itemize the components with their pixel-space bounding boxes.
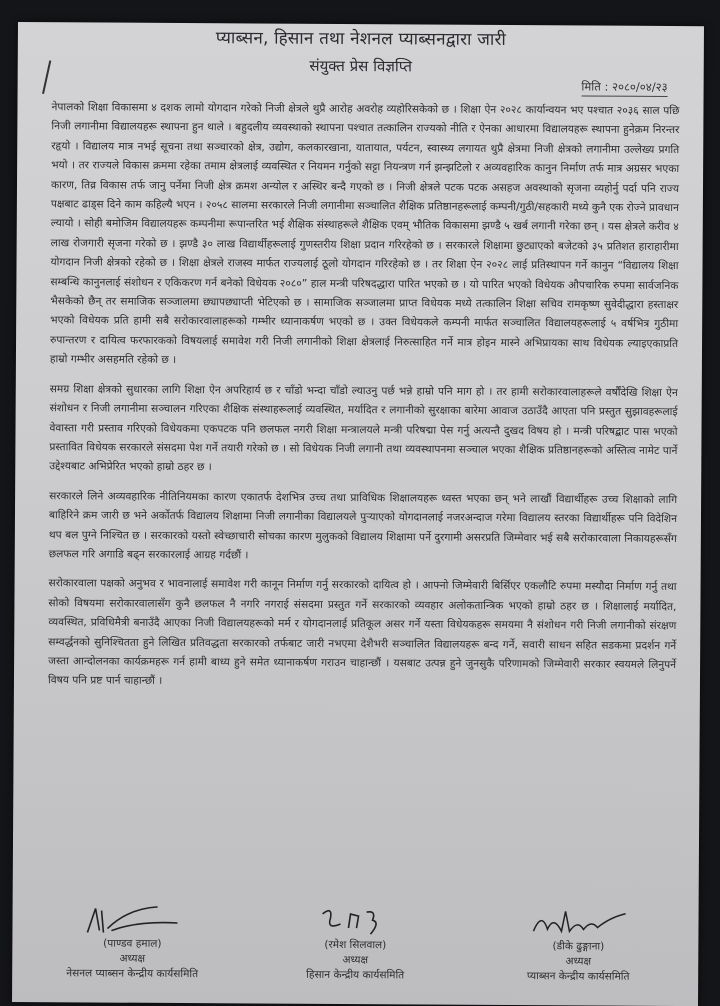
signatory-3 [478,905,679,996]
signatory-name: (रमेश सिलवाल) [324,938,387,952]
signature-block [32,902,679,996]
signatory-role: अध्यक्ष [342,953,369,967]
document-body [48,98,680,705]
paragraph-3: सरकारले लिने अव्यवहारिक नीतिनियमका कारण एकातर्फ देशभित्र उच्च तथा प्राविधिक शिक्षालयहरू ध्वस्त भएका छन् भने लाखौं विद्यार्थीहरू उच्च शिक्षाको लागि बाहिरिने क्रम जारी छ भने अर्कोतर्फ विद्यालय शिक्षामा निजी लगानीका विद्यालयले पुऱ्याएको योगदानलाई नजरअन्दाज गरेमा विद्यालय स्तरका विद्यार्थीहरू पनि विदेशिन थप बल पुग्ने निश्चित छ । सरकारको यस्तो स्वेच्छाचारी सोचका कारण मुलुकको विद्यालय शिक्षामा पर्ने दुरगामी असरप्रति जिम्मेवार भई सबै सरोकारवाला निकायहरूसँग छलफल गरि अगाडि बढ्न सरकारलाई आग्रह गर्दछौं । [48,489,678,562]
signatory-2 [255,903,456,994]
signature-icon [513,905,643,940]
paragraph-1: नेपालको शिक्षा विकासमा ४ दशक लामो योगदान गरेको निजी क्षेत्रले थुप्रै आरोह अवरोह व्यहोरिसकेको छ । शिक्षा ऐन २०२८ कार्यान्वयन भए पश्चात २०३६ साल पछि निजी लगानीमा विद्यालयहरू स्थापना हुन थाले । बहुदलीय व्यवस्थाको स्थापना पश्चात तत्कालिन राज्यको नीति र ऐनका आधारमा विद्यालयहरू स्थापना हुनेक्रम निरन्तर रहृयो । विद्यालय मात्र नभई सूचना तथा सञ्चारको क्षेत्र, उद्योग, कलकारखाना, यातायात, पर्यटन, स्वास्थ्य लगायत थुप्रै क्षेत्रमा निजी क्षेत्रको लगानीमा उल्लेख्य प्रगति भयो । तर राज्यले विकास क्रममा रहेका तमाम क्षेत्रलाई व्यवस्थित र नियमन गर्नुको सट्टा नियन्त्रण गर्न झन्झटिलो र अव्यवहारिक कानुन निर्माण तर्फ मात्र अग्रसर भएका कारण, तिव्र विकास तर्फ जानु पर्नेमा निजी क्षेत्र क्रमश अन्योल र अस्थिर बन्दै गएको छ । निजी क्षेत्रले पटक पटक असहज अवस्थाको सृजना व्यहोर्नु पर्दा पनि राज्य पक्षबाट ढाड्स दिने काम कहिल्यै भएन । २०५८ सालमा सरकारले निजी लगानीमा सञ्चालित शैक्षिक प्रतिष्ठानहरूलाई कम्पनी/गुठी/सहकारी मध्ये कुनै एक रोज्ने प्रावधान ल्यायो । सोही बमोजिम विद्यालयहरू कम्पनीमा रूपान्तरित भई शैक्षिक संस्थाहरूले शैक्षिक एवम् भौतिक विकासमा झण्डै ५ खर्ब लगानी गरेका छन् । यस क्षेत्रले करीव ४ लाख रोजगारी सृजना गरेको छ । झण्डै ३० लाख विद्यार्थीहरूलाई गुणस्तरीय शिक्षा प्रदान गरिरहेको छ । सरकारले शिक्षामा छुट्याएको बजेटको ३५ प्रतिशत हाराहारीमा योगदान निजी क्षेत्रको रहेको छ । शिक्षा क्षेत्रले राजस्व मार्फत राज्यलाई ठूलो योगदान गरिरहेको छ । तर शिक्षा ऐन २०२८ लाई प्रतिस्थापन गर्ने कानुन “विद्यालय शिक्षा सम्बन्धि कानुनलाई संशोधन र एकिकरण गर्न बनेको विधेयक २०८०” हाल मन्त्री परिषदद्धारा पारित भएको छ । यो पारित भएको विधेयक औपचारिक रुपमा सार्वजनिक भैसकेको छैन् तर समाजिक सञ्जालमा छ्यापछ्याप्ती भेटिएको छ । सामाजिक सञ्जालमा प्राप्त विधेयक मध्ये तत्कालिन शिक्षा सचिव रामकृष्ण सुवेदीद्धारा हस्ताक्षर भएको विधेयक प्रति हामी सबै सरोकारवालाहरूको गम्भीर ध्यानाकर्षण भएको छ । उक्त विधेयकले कम्पनी मार्फत सञ्चालित विद्यालयहरूलाई ५ वर्षभित्र गुठीमा रुपान्तरण र दायित्व फरफारकको विषयलाई समावेश गरी निजी लगानीको शिक्षा क्षेत्रलाई निरुत्साहित गर्ने मात्र होइन मास्ने अभिप्रायका साथ विधेयक ल्याइएकाप्रति हाम्रो गम्भीर असहमति रहेको छ । [49,101,680,367]
signature-icon [300,904,410,939]
signatory-org: प्याब्सन केन्द्रीय कार्यसमिति [526,970,630,983]
signatory-org: नेसनल प्याब्सन केन्द्रीय कार्यसमिति [66,967,199,981]
signatory-org: हिसान केन्द्रीय कार्यसमिति [306,968,405,982]
document-subtitle: संयुक्त प्रेस विज्ञप्ति [309,56,413,76]
signatory-role: अध्यक्ष [565,955,592,968]
document-date: मिति : २०८०/०४/२३ [581,79,667,97]
press-release-page [12,22,704,1006]
signatory-1 [32,902,233,993]
signatory-name: (डीके ढुङ्गाना) [552,940,605,953]
document-title: प्याब्सन, हिसान तथा नेशनल प्याब्सनद्वारा जारी [215,28,507,50]
signatory-name: (पाण्डव हमाल) [103,937,162,950]
signature-icon [67,902,197,939]
paragraph-4: सरोकारवाला पक्षको अनुभव र भावनालाई समावेश गरी कानून निर्माण गर्नु सरकारको दायित्व हो । आफ्नो जिम्मेवारी बिर्सिएर एकलौटि रुपमा मस्यौदा निर्माण गर्नु तथा सोको विषयमा सरोकारवालासँग कुनै छलफल नै नगरि नगराई संसदमा प्रस्तुत गर्ने सरकारको व्यवहार अलोकतान्त्रिक भएको हाम्रो ठहर छ । शिक्षालाई मर्यादित, व्यवस्थित, प्रविधिमैत्री बनाउँदै आएका निजी विद्यालयहरूको मर्म र योगदानलाई प्रतिकूल असर गर्ने यस्ता विधेयकहरू समयमा नै संशोधन गरी निजी लगानीको संरक्षण सम्वर्द्धनको सुनिश्चितता हुने लिखित प्रतिवद्धता सरकारको तर्फबाट जारी नभएमा देशैभरी सञ्चालित विद्यालयहरू बन्द गर्ने, सवारी साधन सहित सडकमा प्रदर्शन गर्ने जस्ता आन्दोलनका कार्यक्रमहरू गर्न हामी बाध्य हुने समेत ध्यानाकर्षण गराउन चाहान्छौं । यसबाट उत्पन्न हुने जुनसुकै परिणामको जिम्मेवारी सरकार स्वयमले लिनुपर्ने विषय पनि प्रष्ट पार्न चाहान्छौं । [47,577,677,688]
signatory-role: अध्यक्ष [119,952,146,965]
paragraph-2: समग्र शिक्षा क्षेत्रको सुधारका लागि शिक्षा ऐन अपरिहार्य छ र चाँडो भन्दा चाँडो ल्याउनु पर्छ भन्ने हाम्रो पनि माग हो । तर हामी सरोकारवालाहरूले वर्षौंदेखि शिक्षा ऐन संशोधन र निजी लगानीमा सञ्चालन गरिएका शैक्षिक संस्थाहरूलाई व्यवस्थित, मर्यादित र लगानीको सुरक्षाका बारेमा आवाज उठाउँदै आएता पनि प्रस्तुत सुझावहरूलाई वेवास्ता गरी प्रस्ताव गरिएको विधेयकमा एकपटक पनि छलफल नगरी शिक्षा मन्त्रालयले मन्त्री परिषद्मा पेस गर्नु अत्यन्तै दुखद विषय हो । मन्त्री परिषद्बाट पास भएको प्रस्तावित विधेयक सरकारले संसदमा पेश गर्ने तयारी गरेको छ । सो विधेयक निजी लगानी तथा व्यवस्थापनमा सञ्चाल भएका शैक्षिक प्रतिष्ठानहरूको अस्तित्व नामेट पार्ने उद्देश्यबाट अभिप्रेरित भएको हाम्रो ठहर छ । [49,382,678,474]
